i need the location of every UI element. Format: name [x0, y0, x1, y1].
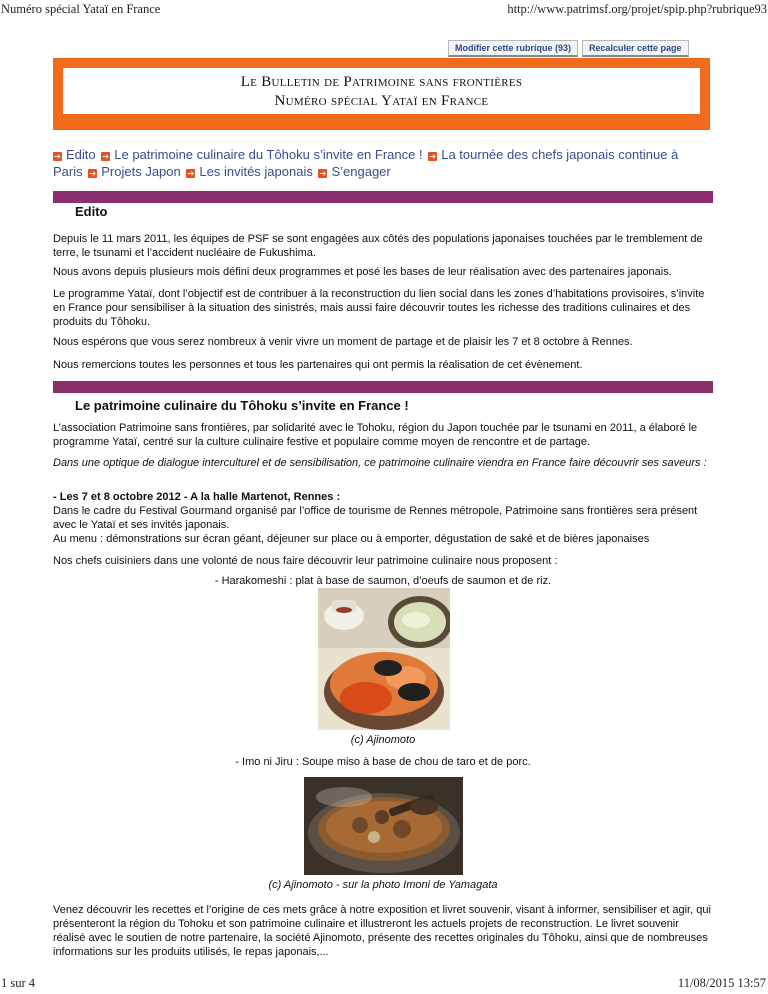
nav-link-edito[interactable]: Edito: [66, 147, 96, 162]
print-page-title: Numéro spécial Yataï en France: [1, 2, 161, 16]
banner-title-box: [63, 68, 700, 114]
arrow-right-icon: ➔: [89, 169, 97, 178]
edito-paragraph-4: Nous espérons que vous serez nombreux à venir vivre un moment de partage et de plaisir les 7 et 8 octobre à Rennes.: [53, 336, 633, 348]
arrow-right-icon: ➔: [102, 152, 110, 161]
nav-link-culinaire[interactable]: Le patrimoine culinaire du Tôhoku s’invite en France !: [114, 147, 423, 162]
event-title: - Les 7 et 8 octobre 2012 - A la halle Martenot, Rennes :: [53, 491, 341, 503]
edito-paragraph-2: Nous avons depuis plusieurs mois défini deux programmes et posé les bases de leur réalisation avec des partenaires japonais.: [53, 266, 672, 278]
arrow-right-icon: ➔: [54, 152, 61, 161]
arrow-right-icon: ➔: [429, 152, 437, 161]
print-footer: [0, 976, 768, 994]
bulletin-banner: [53, 58, 710, 130]
imoni-illustration: [304, 777, 463, 875]
nav-link-tournee[interactable]: La tournée des chefs japonais continue à Paris: [53, 147, 679, 179]
section-divider-edito: [53, 191, 713, 203]
section-nav: [53, 146, 713, 180]
event-description: Dans le cadre du Festival Gourmand organisé par l’office de tourisme de Rennes métropole, Patrimoine sans frontières sera présent avec le Yataï et ses invités japonais.: [53, 505, 698, 531]
print-header: [0, 0, 768, 18]
modify-section-button[interactable]: Modifier cette rubrique (93): [448, 40, 578, 57]
page-number: 1 sur 4: [1, 976, 36, 990]
edito-paragraph-1: Depuis le 11 mars 2011, les équipes de PSF se sont engagées aux côtés des populations japonaises touchées par le tremblement de terre, le tsunami et l’accident nucléaire de Fukushima.: [53, 233, 703, 259]
nav-link-invites[interactable]: Les invités japonais: [199, 164, 313, 179]
imoni-photo: [304, 777, 463, 875]
banner-title-line2: Numéro spécial Yataï en France: [274, 93, 489, 109]
caption-imoni: (c) Ajinomoto - sur la photo Imoni de Yamagata: [268, 879, 498, 891]
recalculate-page-button[interactable]: Recalculer cette page: [582, 40, 689, 57]
culinaire-paragraph-3: Nos chefs cuisiniers dans une volonté de nous faire découvrir leur patrimoine culinaire nous proposent :: [53, 555, 558, 567]
edito-paragraph-5: Nous remercions toutes les personnes et tous les partenaires qui ont permis la réalisation de cet évènement.: [53, 359, 583, 371]
harakomeshi-illustration: [318, 588, 450, 730]
edito-heading: Edito: [75, 204, 108, 219]
nav-link-projets-japon[interactable]: Projets Japon: [101, 164, 181, 179]
culinaire-paragraph-4: Venez découvrir les recettes et l’origine de ces mets grâce à notre exposition et livret souvenir, visant à informer, sensibiliser et agir, qui présenteront la région du Tohoku et son patrimoine culinaire et illustreront les actuels projets de reconstruction. Le livret souvenir réalisé avec le soutien de notre partenaire, la société Ajinomoto, présente des recettes originales du Tôhoku, ainsi que de nombreuses informations sur les produits utilisés, le repas japonais,...: [53, 904, 711, 958]
dish-harakomeshi: - Harakomeshi : plat à base de saumon, d’oeufs de saumon et de riz.: [214, 575, 552, 587]
culinaire-heading: Le patrimoine culinaire du Tôhoku s’invite en France !: [75, 398, 409, 413]
print-page-url: http://www.patrimsf.org/projet/spip.php?rubrique93: [507, 2, 767, 16]
banner-title-line1: Le Bulletin de Patrimoine sans frontières: [240, 74, 523, 90]
section-divider-culinaire: [53, 381, 713, 393]
culinaire-paragraph-1: L’association Patrimoine sans frontières, par solidarité avec le Tohoku, région du Japon touchée par le tsunami en 2011, a élaboré le programme Yataï, centré sur la culture culinaire festive et populaire comme moyen de rencontre et de partage.: [53, 422, 698, 448]
caption-harakomeshi: (c) Ajinomoto: [350, 734, 416, 746]
arrow-right-icon: ➔: [187, 169, 195, 178]
harakomeshi-photo: [318, 588, 450, 730]
print-datetime: 11/08/2015 13:57: [677, 976, 766, 990]
arrow-right-icon: ➔: [319, 169, 327, 178]
event-menu: Au menu : démonstrations sur écran géant, déjeuner sur place ou à emporter, dégustation de saké et de bières japonaises: [53, 533, 650, 545]
dish-imo-ni-jiru: - Imo ni Jiru : Soupe miso à base de chou de taro et de porc.: [235, 756, 531, 768]
edito-paragraph-3: Le programme Yataï, dont l’objectif est de contribuer à la reconstruction du lien social dans les zones d’habitations provisoires, s’invite en France pour sensibiliser à la situation des sinistrés, mais aussi faire découvrir toutes les richesse des traditions culinaires et des produits du Tôhoku.: [53, 288, 705, 328]
admin-toolbar: [448, 40, 689, 57]
nav-link-sengager[interactable]: S’engager: [331, 164, 391, 179]
culinaire-paragraph-2: Dans une optique de dialogue interculturel et de sensibilisation, ce patrimoine culinaire viendra en France faire découvrir ses saveurs :: [53, 457, 707, 469]
